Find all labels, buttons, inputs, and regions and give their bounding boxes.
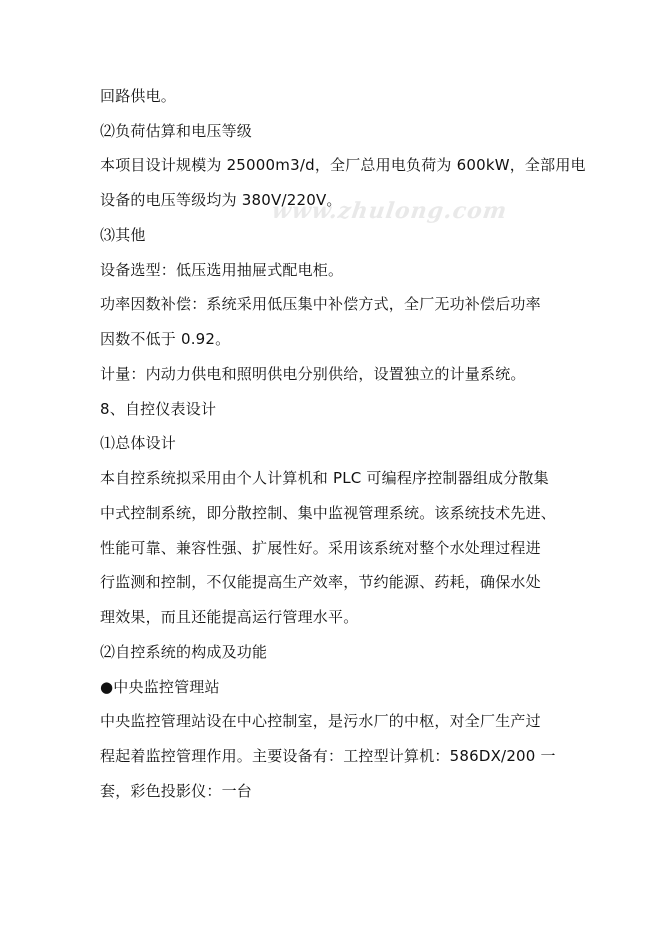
text-line-metering: 计量：内动力供电和照明供电分别供给，设置独立的计量系统。 — [100, 365, 526, 383]
text-line-control-system-4: 行监测和控制，不仅能提高生产效率，节约能源、药耗，确保水处 — [100, 573, 541, 591]
text-line-control-system-5: 理效果，而且还能提高运行管理水平。 — [100, 608, 359, 626]
text-line-central-station-1: 中央监控管理站设在中心控制室，是污水厂的中枢，对全厂生产过 — [100, 712, 541, 730]
text-line-design-scale: 本项目设计规模为 25000m3/d，全厂总用电负荷为 600kW，全部用电 — [100, 156, 586, 174]
text-line-control-system-3: 性能可靠、兼容性强、扩展性好。采用该系统对整个水处理过程进 — [100, 539, 541, 557]
text-line-power-factor-value: 因数不低于 0.92。 — [100, 330, 231, 348]
heading-other: ⑶其他 — [100, 226, 146, 244]
watermark: www.zhulong.com — [270, 198, 509, 224]
heading-overall-design: ⑴总体设计 — [100, 434, 177, 452]
text-line-central-station-3: 套，彩色投影仪：一台 — [100, 782, 253, 800]
heading-central-station: ●中央监控管理站 — [100, 678, 220, 696]
text-line-control-system-1: 本自控系统拟采用由个人计算机和 PLC 可编程序控制器组成分散集 — [100, 469, 549, 487]
text-line-control-system-2: 中式控制系统，即分散控制、集中监视管理系统。该系统技术先进、 — [100, 504, 557, 522]
text-line-central-station-2: 程起着监控管理作用。主要设备有：工控型计算机：586DX/200 一 — [100, 747, 556, 765]
heading-instrument-design: 8、自控仪表设计 — [100, 400, 217, 418]
heading-load-voltage: ⑵负荷估算和电压等级 — [100, 122, 253, 140]
heading-system-composition: ⑵自控系统的构成及功能 — [100, 643, 268, 661]
text-line-power-factor-compensation: 功率因数补偿：系统采用低压集中补偿方式，全厂无功补偿后功率 — [100, 295, 541, 313]
text-line-voltage-level: 设备的电压等级均为 380V/220V。 — [100, 191, 342, 209]
text-line-equipment-selection: 设备选型：低压选用抽屉式配电柜。 — [100, 261, 344, 279]
text-line-circuit-power: 回路供电。 — [100, 87, 177, 105]
